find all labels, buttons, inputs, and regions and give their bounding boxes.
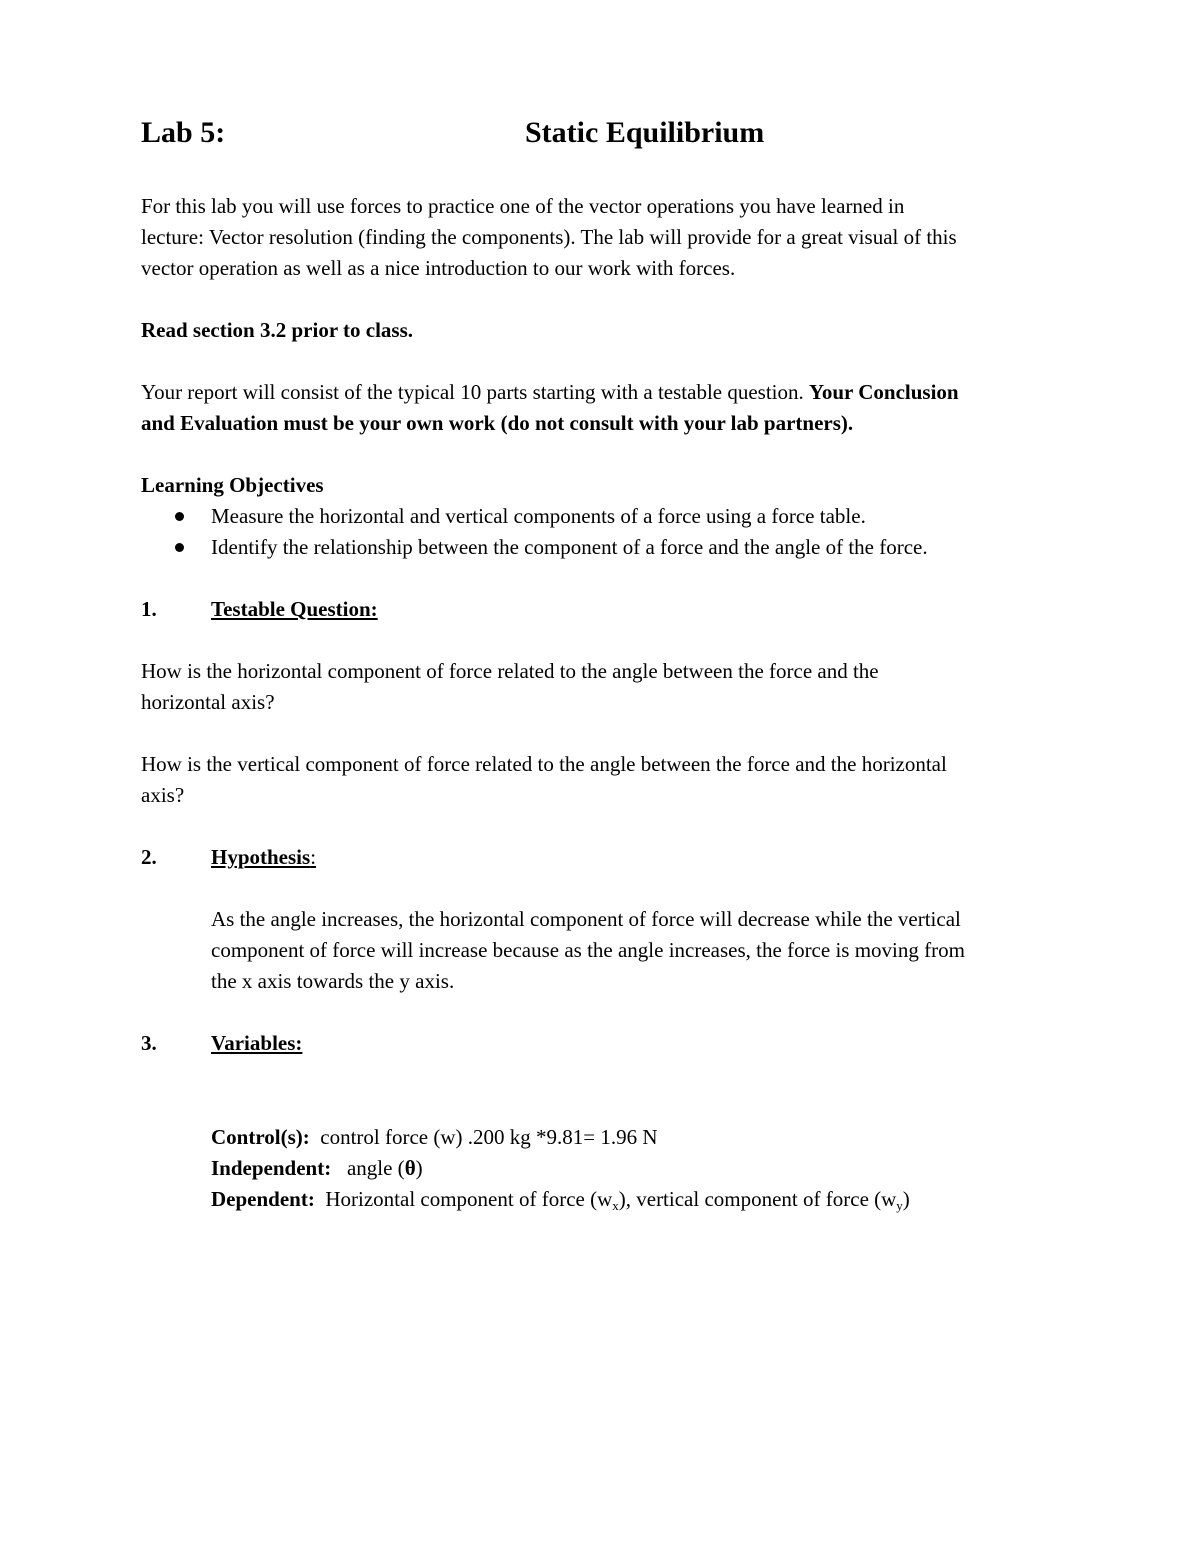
section-3-number: 3. — [141, 1031, 157, 1055]
section-1-heading: Testable Question: — [211, 597, 378, 621]
objectives-heading: Learning Objectives — [141, 473, 324, 497]
hypothesis-line-3: the x axis towards the y axis. — [211, 969, 455, 993]
title-lab-number: Lab 5: — [141, 116, 226, 149]
dependent-text-b: ), vertical component of force (w — [618, 1187, 897, 1211]
intro-line-1: For this lab you will use forces to practice one of the vector operations you have learned in — [141, 194, 905, 218]
objective-item-1: Measure the horizontal and vertical components of a force using a force table. — [211, 504, 866, 528]
control-row — [211, 1122, 658, 1153]
hypothesis-line-1: As the angle increases, the horizontal component of force will decrease while the vertical — [211, 907, 961, 931]
theta-symbol: θ — [404, 1156, 416, 1180]
objective-item-2: Identify the relationship between the component of a force and the angle of the force. — [211, 535, 928, 559]
read-note: Read section 3.2 prior to class. — [141, 318, 414, 342]
independent-value-a: angle ( — [346, 1156, 405, 1180]
dependent-text-c: ) — [902, 1187, 910, 1211]
section-2-heading: Hypothesis — [211, 845, 311, 869]
question-1-line-2: horizontal axis? — [141, 690, 275, 714]
question-1-line-1: How is the horizontal component of force related to the angle between the force and the — [141, 659, 879, 683]
intro-line-2: lecture: Vector resolution (finding the components). The lab will provide for a great visual of this — [141, 225, 957, 249]
section-3-heading: Variables: — [211, 1031, 303, 1055]
question-2-line-2: axis? — [141, 783, 185, 807]
independent-row — [211, 1153, 423, 1184]
control-label: Control(s): — [211, 1125, 310, 1149]
independent-label: Independent: — [211, 1156, 332, 1180]
report-bold-text-1: Your Conclusion — [809, 380, 959, 404]
section-2-heading-row — [211, 842, 316, 873]
control-value: control force (w) .200 kg *9.81= 1.96 N — [320, 1125, 658, 1149]
dependent-label: Dependent: — [211, 1187, 315, 1211]
hypothesis-line-2: component of force will increase because as the angle increases, the force is moving from — [211, 938, 965, 962]
section-2-number: 2. — [141, 845, 157, 869]
independent-value-b: ) — [415, 1156, 423, 1180]
title-lab-name: Static Equilibrium — [525, 116, 765, 149]
subscript-x: x — [612, 1198, 619, 1213]
dependent-row — [211, 1184, 910, 1215]
report-plain-text: Your report will consist of the typical 10 parts starting with a testable question. — [141, 380, 810, 404]
intro-line-3: vector operation as well as a nice introduction to our work with forces. — [141, 256, 736, 280]
subscript-y: y — [896, 1198, 903, 1213]
bullet-icon — [175, 543, 184, 552]
dependent-text-a: Horizontal component of force (w — [325, 1187, 613, 1211]
question-2-line-1: How is the vertical component of force related to the angle between the force and the horizontal — [141, 752, 947, 776]
section-2-colon: : — [310, 845, 317, 869]
section-1-number: 1. — [141, 597, 157, 621]
report-line-1 — [141, 377, 959, 408]
report-line-2: and Evaluation must be your own work (do not consult with your lab partners). — [141, 411, 854, 435]
bullet-icon — [175, 512, 184, 521]
